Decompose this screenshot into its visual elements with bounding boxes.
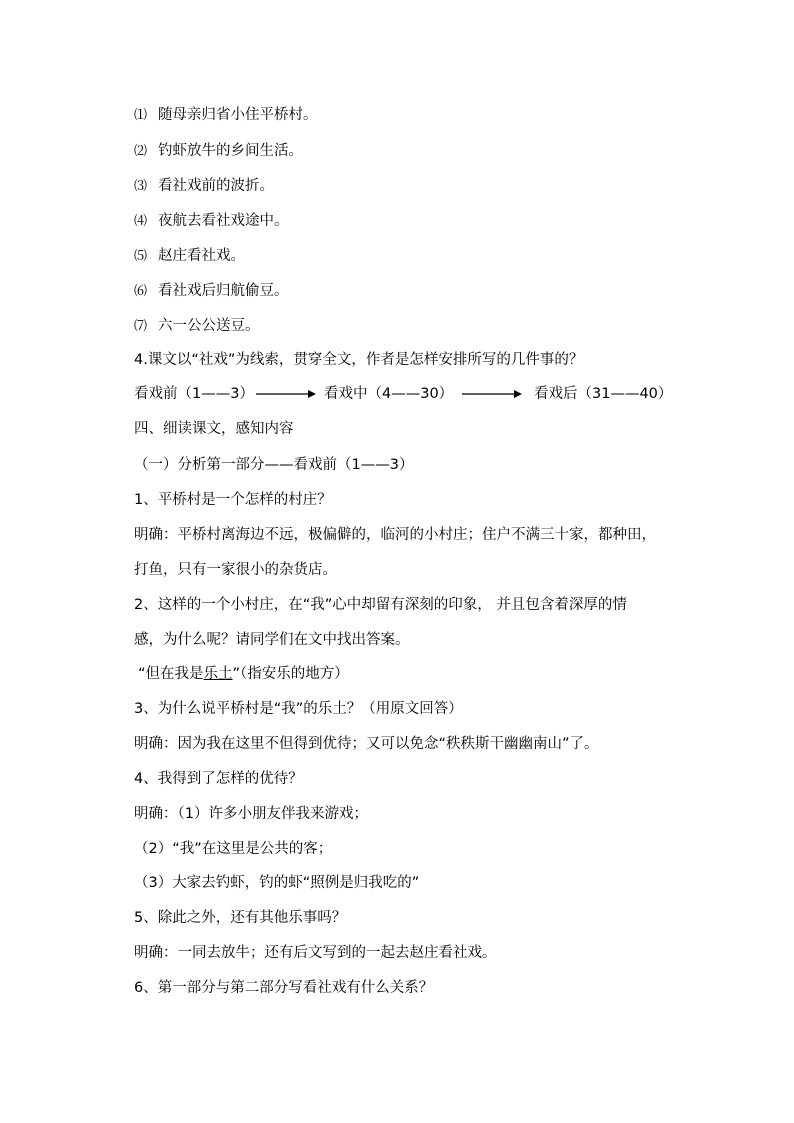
question-2: 2、这样的一个小村庄，在“我”心中却留有深刻的印象， 并且包含着深厚的情 [134,597,627,613]
section-heading: 四、细读课文，感知内容 [134,421,294,437]
quote: “但在我是乐土”（指安乐的地方） [138,666,349,682]
answer-1-cont: 打鱼，只有一家很小的杂货店。 [134,562,337,578]
arrow-icon [256,387,316,401]
question-4b: 4、我得到了怎样的优待？ [134,771,303,787]
part-heading: （一）分析第一部分——看戏前（1——3） [134,457,414,473]
question-3: 3、为什么说平桥村是“我”的乐土？（用原文回答） [134,701,463,717]
answer-1: 明确：平桥村离海边不远，极偏僻的，临河的小村庄；住户不满三十家，都种田， [134,527,656,543]
list-item: ⑶ 看社戏前的波折。 [134,178,274,194]
list-item: ⑷ 夜航去看社戏途中。 [134,213,289,229]
flow-step-before: 看戏前（1——3） [134,386,254,402]
question-6: 6、第一部分与第二部分写看社戏有什么关系？ [134,980,434,996]
answer-4-item: （2）“我”在这里是公共的客； [134,841,333,857]
question-2-cont: 感，为什么呢？请同学们在文中找出答案。 [134,632,410,648]
answer-4-item: 明确：（1）许多小朋友伴我来游戏； [134,806,368,822]
answer-3: 明确：因为我在这里不但得到优待；又可以免念“秩秩斯干幽幽南山”了。 [134,736,599,752]
list-item: ⑺ 六一公公送豆。 [134,318,260,334]
question-4: 4.课文以“社戏”为线索，贯穿全文，作者是怎样安排所写的几件事的？ [134,352,584,368]
question-1: 1、平桥村是一个怎样的村庄？ [134,492,332,508]
answer-5: 明确：一同去放牛；还有后文写到的一起去赵庄看社戏。 [134,945,497,961]
list-item: ⑴ 随母亲归省小住平桥村。 [134,107,318,123]
flow-step-after: 看戏后（31——40） [534,386,673,402]
structure-flow [134,385,694,405]
list-item: ⑸ 赵庄看社戏。 [134,248,245,264]
list-item: ⑹ 看社戏后归航偷豆。 [134,283,289,299]
question-5: 5、除此之外，还有其他乐事吗？ [134,910,347,926]
answer-4-item: （3）大家去钓虾，钓的虾“照例是归我吃的” [134,875,420,891]
arrow-icon [462,387,522,401]
flow-step-during: 看戏中（4——30） [324,386,454,402]
list-item: ⑵ 钓虾放牛的乡间生活。 [134,143,303,159]
